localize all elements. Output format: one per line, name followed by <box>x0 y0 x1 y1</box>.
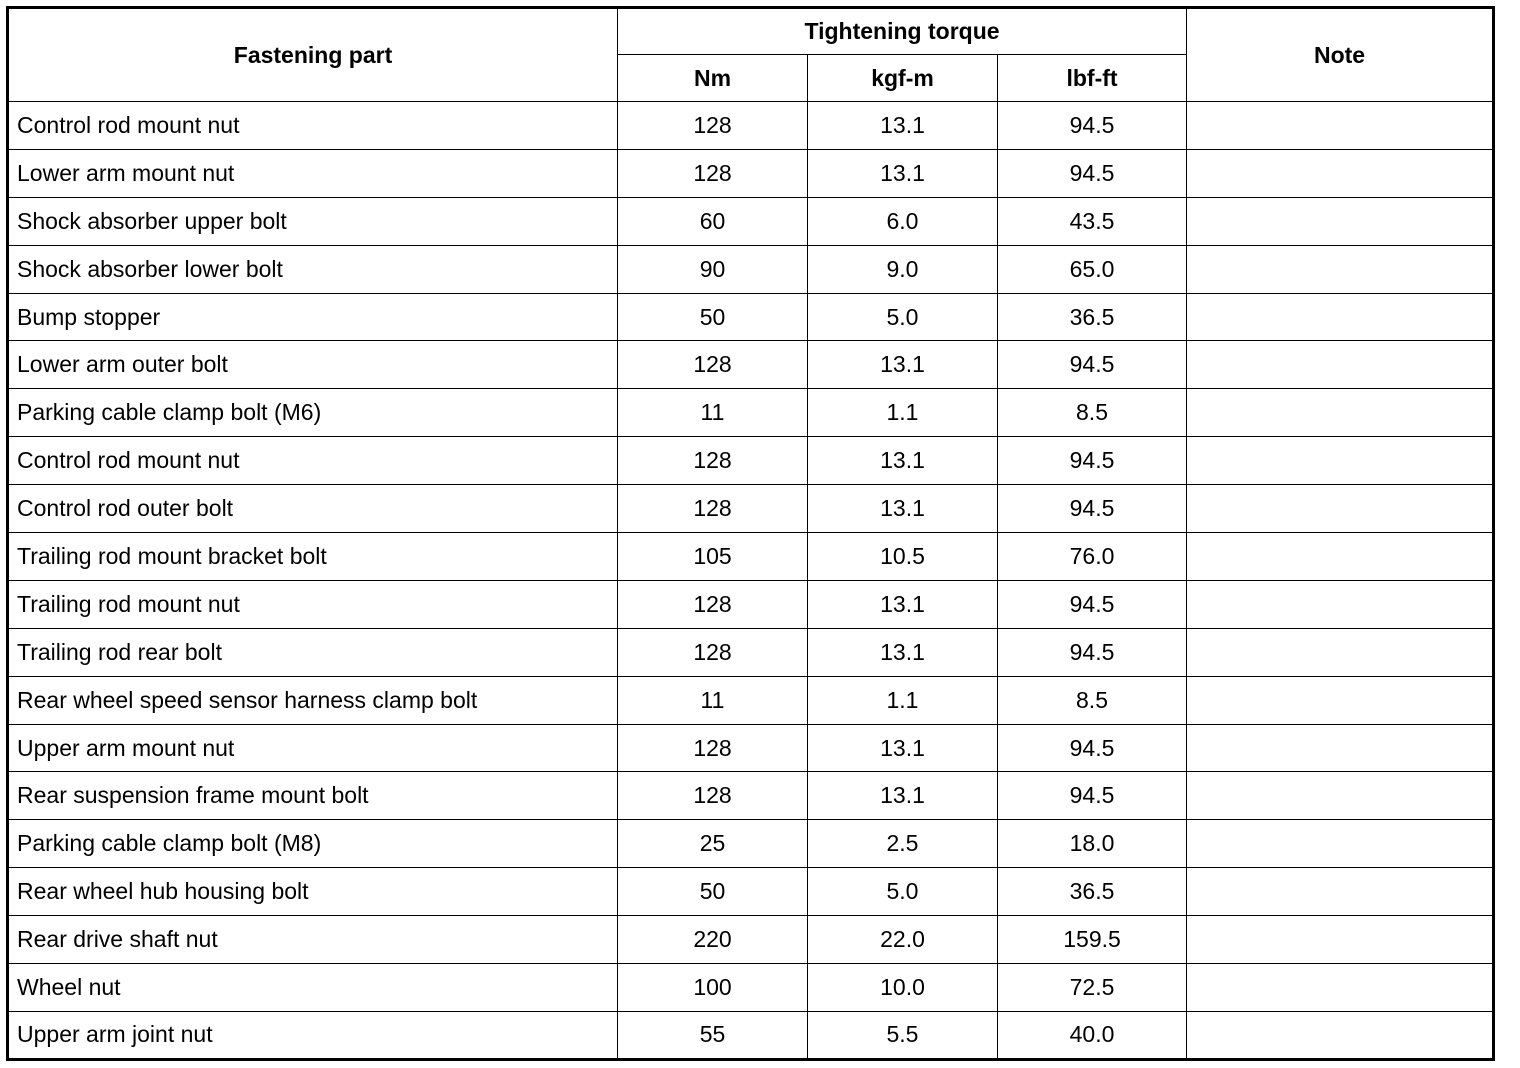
table-row <box>8 485 1494 533</box>
table-row <box>8 724 1494 772</box>
cell-kgf-m: 13.1 <box>808 437 998 485</box>
cell-note <box>1187 293 1494 341</box>
table-row <box>8 628 1494 676</box>
cell-nm: 128 <box>618 724 808 772</box>
table-row <box>8 533 1494 581</box>
table-row <box>8 149 1494 197</box>
cell-kgf-m: 1.1 <box>808 389 998 437</box>
header-nm: Nm <box>618 55 808 102</box>
cell-kgf-m: 13.1 <box>808 580 998 628</box>
cell-nm: 128 <box>618 102 808 150</box>
cell-fastening-part: Lower arm outer bolt <box>8 341 618 389</box>
cell-nm: 11 <box>618 389 808 437</box>
cell-lbf-ft: 159.5 <box>998 916 1187 964</box>
cell-kgf-m: 13.1 <box>808 102 998 150</box>
cell-fastening-part: Parking cable clamp bolt (M6) <box>8 389 618 437</box>
cell-note <box>1187 102 1494 150</box>
torque-specification-table <box>6 6 1495 1061</box>
cell-kgf-m: 13.1 <box>808 628 998 676</box>
cell-lbf-ft: 94.5 <box>998 341 1187 389</box>
cell-nm: 128 <box>618 437 808 485</box>
table-row <box>8 437 1494 485</box>
cell-note <box>1187 676 1494 724</box>
cell-kgf-m: 10.5 <box>808 533 998 581</box>
cell-fastening-part: Trailing rod mount bracket bolt <box>8 533 618 581</box>
cell-fastening-part: Control rod outer bolt <box>8 485 618 533</box>
cell-fastening-part: Lower arm mount nut <box>8 149 618 197</box>
table-row <box>8 580 1494 628</box>
cell-lbf-ft: 8.5 <box>998 389 1187 437</box>
table-row <box>8 916 1494 964</box>
cell-note <box>1187 916 1494 964</box>
cell-kgf-m: 13.1 <box>808 772 998 820</box>
header-fastening-part: Fastening part <box>8 8 618 102</box>
cell-note <box>1187 964 1494 1012</box>
header-note: Note <box>1187 8 1494 102</box>
table-header <box>8 8 1494 102</box>
cell-fastening-part: Control rod mount nut <box>8 437 618 485</box>
cell-lbf-ft: 94.5 <box>998 485 1187 533</box>
cell-kgf-m: 6.0 <box>808 197 998 245</box>
cell-kgf-m: 1.1 <box>808 676 998 724</box>
cell-note <box>1187 197 1494 245</box>
table-row <box>8 389 1494 437</box>
table-row <box>8 676 1494 724</box>
cell-fastening-part: Rear drive shaft nut <box>8 916 618 964</box>
cell-nm: 55 <box>618 1011 808 1059</box>
cell-lbf-ft: 94.5 <box>998 724 1187 772</box>
table-row <box>8 197 1494 245</box>
cell-lbf-ft: 8.5 <box>998 676 1187 724</box>
cell-note <box>1187 772 1494 820</box>
cell-fastening-part: Wheel nut <box>8 964 618 1012</box>
cell-lbf-ft: 43.5 <box>998 197 1187 245</box>
cell-note <box>1187 1011 1494 1059</box>
table-row <box>8 293 1494 341</box>
cell-note <box>1187 389 1494 437</box>
cell-fastening-part: Upper arm mount nut <box>8 724 618 772</box>
cell-fastening-part: Trailing rod rear bolt <box>8 628 618 676</box>
cell-note <box>1187 628 1494 676</box>
table-row <box>8 245 1494 293</box>
cell-note <box>1187 868 1494 916</box>
cell-kgf-m: 13.1 <box>808 341 998 389</box>
cell-nm: 128 <box>618 772 808 820</box>
table-row <box>8 772 1494 820</box>
cell-fastening-part: Rear wheel speed sensor harness clamp bolt <box>8 676 618 724</box>
cell-nm: 105 <box>618 533 808 581</box>
cell-fastening-part: Control rod mount nut <box>8 102 618 150</box>
table-row <box>8 341 1494 389</box>
cell-nm: 128 <box>618 341 808 389</box>
cell-kgf-m: 5.5 <box>808 1011 998 1059</box>
cell-kgf-m: 22.0 <box>808 916 998 964</box>
cell-nm: 50 <box>618 868 808 916</box>
table-row <box>8 868 1494 916</box>
table-row <box>8 102 1494 150</box>
cell-fastening-part: Rear suspension frame mount bolt <box>8 772 618 820</box>
cell-kgf-m: 13.1 <box>808 149 998 197</box>
cell-lbf-ft: 72.5 <box>998 964 1187 1012</box>
cell-note <box>1187 437 1494 485</box>
cell-note <box>1187 724 1494 772</box>
cell-fastening-part: Upper arm joint nut <box>8 1011 618 1059</box>
cell-lbf-ft: 76.0 <box>998 533 1187 581</box>
cell-nm: 90 <box>618 245 808 293</box>
cell-fastening-part: Parking cable clamp bolt (M8) <box>8 820 618 868</box>
cell-kgf-m: 9.0 <box>808 245 998 293</box>
cell-kgf-m: 13.1 <box>808 485 998 533</box>
cell-note <box>1187 149 1494 197</box>
cell-nm: 220 <box>618 916 808 964</box>
cell-lbf-ft: 36.5 <box>998 868 1187 916</box>
header-tightening-torque: Tightening torque <box>618 8 1187 55</box>
cell-nm: 128 <box>618 628 808 676</box>
cell-kgf-m: 5.0 <box>808 293 998 341</box>
cell-lbf-ft: 94.5 <box>998 437 1187 485</box>
cell-fastening-part: Rear wheel hub housing bolt <box>8 868 618 916</box>
cell-kgf-m: 5.0 <box>808 868 998 916</box>
cell-fastening-part: Bump stopper <box>8 293 618 341</box>
cell-nm: 25 <box>618 820 808 868</box>
cell-nm: 128 <box>618 149 808 197</box>
header-kgf-m: kgf-m <box>808 55 998 102</box>
cell-note <box>1187 820 1494 868</box>
cell-lbf-ft: 94.5 <box>998 580 1187 628</box>
cell-nm: 60 <box>618 197 808 245</box>
cell-note <box>1187 533 1494 581</box>
cell-lbf-ft: 94.5 <box>998 102 1187 150</box>
header-row-1 <box>8 8 1494 55</box>
cell-nm: 128 <box>618 580 808 628</box>
cell-lbf-ft: 18.0 <box>998 820 1187 868</box>
header-lbf-ft: lbf-ft <box>998 55 1187 102</box>
cell-note <box>1187 485 1494 533</box>
cell-kgf-m: 2.5 <box>808 820 998 868</box>
cell-nm: 50 <box>618 293 808 341</box>
cell-nm: 11 <box>618 676 808 724</box>
cell-lbf-ft: 36.5 <box>998 293 1187 341</box>
table-row <box>8 1011 1494 1059</box>
cell-lbf-ft: 94.5 <box>998 628 1187 676</box>
cell-lbf-ft: 94.5 <box>998 149 1187 197</box>
table-row <box>8 964 1494 1012</box>
cell-kgf-m: 13.1 <box>808 724 998 772</box>
cell-fastening-part: Trailing rod mount nut <box>8 580 618 628</box>
cell-lbf-ft: 94.5 <box>998 772 1187 820</box>
cell-nm: 100 <box>618 964 808 1012</box>
cell-fastening-part: Shock absorber lower bolt <box>8 245 618 293</box>
cell-lbf-ft: 40.0 <box>998 1011 1187 1059</box>
cell-note <box>1187 341 1494 389</box>
cell-lbf-ft: 65.0 <box>998 245 1187 293</box>
table-row <box>8 820 1494 868</box>
cell-note <box>1187 245 1494 293</box>
cell-note <box>1187 580 1494 628</box>
cell-nm: 128 <box>618 485 808 533</box>
cell-fastening-part: Shock absorber upper bolt <box>8 197 618 245</box>
cell-kgf-m: 10.0 <box>808 964 998 1012</box>
table-body <box>8 102 1494 1060</box>
